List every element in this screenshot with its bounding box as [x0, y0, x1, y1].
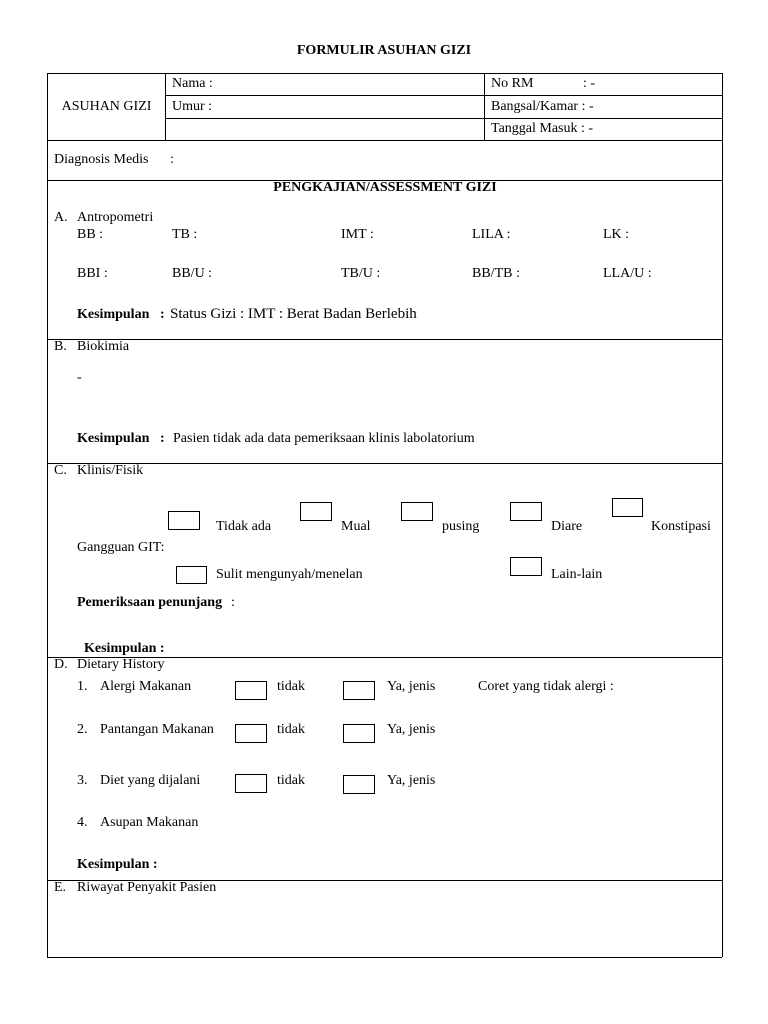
diet-tidak-label: tidak	[277, 773, 305, 788]
asuhan-gizi-label: ASUHAN GIZI	[61, 99, 152, 114]
checkbox-sulit-mengunyah[interactable]	[176, 566, 207, 584]
checkbox-mual[interactable]	[300, 502, 332, 521]
section-a-title: Antropometri	[77, 210, 154, 225]
section-b-kesimpulan-text: Pasien tidak ada data pemeriksaan klinis labolatorium	[173, 431, 475, 446]
section-b-letter: B.	[54, 339, 67, 354]
tb-field[interactable]: TB :	[172, 227, 198, 242]
option-pusing: pusing	[442, 519, 480, 534]
pemeriksaan-penunjang-label: Pemeriksaan penunjang	[77, 595, 223, 610]
table-border-top	[47, 73, 722, 74]
asupan-makanan-label: Asupan Makanan	[100, 815, 199, 830]
form-title: FORMULIR ASUHAN GIZI	[296, 43, 472, 58]
bb-tb-field[interactable]: BB/TB :	[472, 266, 520, 281]
header-divider-2	[484, 73, 485, 140]
section-c-kesimpulan-label: Kesimpulan :	[84, 641, 165, 656]
section-a-letter: A.	[54, 210, 68, 225]
item-4-num: 4.	[77, 815, 88, 830]
no-rm-value[interactable]: : -	[583, 76, 596, 91]
checkbox-diet-tidak[interactable]	[235, 774, 267, 793]
table-border-bottom	[47, 957, 722, 958]
imt-field[interactable]: IMT :	[341, 227, 374, 242]
option-tidak-ada: Tidak ada	[216, 519, 272, 534]
header-row-line-2	[165, 118, 722, 119]
checkbox-diare[interactable]	[510, 502, 542, 521]
section-a-kesimpulan-label: Kesimpulan	[77, 307, 150, 322]
nama-field[interactable]: Nama :	[172, 76, 213, 91]
checkbox-pantangan-ya[interactable]	[343, 724, 375, 743]
checkbox-lain-lain[interactable]	[510, 557, 542, 576]
alergi-makanan-label: Alergi Makanan	[100, 679, 192, 694]
pantangan-ya-label: Ya, jenis	[387, 722, 436, 737]
checkbox-pusing[interactable]	[401, 502, 433, 521]
header-row-line-1	[165, 95, 722, 96]
bb-u-field[interactable]: BB/U :	[172, 266, 213, 281]
pantangan-tidak-label: tidak	[277, 722, 305, 737]
section-d-kesimpulan-label: Kesimpulan :	[77, 857, 158, 872]
no-rm-label: No RM	[491, 76, 534, 91]
checkbox-diet-ya[interactable]	[343, 775, 375, 794]
lila-field[interactable]: LILA :	[472, 227, 511, 242]
lk-field[interactable]: LK :	[603, 227, 630, 242]
separator-section-c	[47, 463, 722, 464]
header-divider-1	[165, 73, 166, 140]
table-border-left	[47, 73, 48, 957]
pantangan-makanan-label: Pantangan Makanan	[100, 722, 214, 737]
separator-diagnosis-top	[47, 140, 722, 141]
pemeriksaan-penunjang-value[interactable]: :	[231, 595, 235, 610]
alergi-ya-label: Ya, jenis	[387, 679, 436, 694]
option-diare: Diare	[551, 519, 583, 534]
umur-field[interactable]: Umur :	[172, 99, 213, 114]
tanggal-masuk-field[interactable]: Tanggal Masuk : -	[491, 121, 594, 136]
option-lain-lain: Lain-lain	[551, 567, 603, 582]
option-sulit-mengunyah: Sulit mengunyah/menelan	[216, 567, 363, 582]
table-border-right	[722, 73, 723, 957]
section-b-kesimpulan-label: Kesimpulan	[77, 431, 150, 446]
checkbox-pantangan-tidak[interactable]	[235, 724, 267, 743]
assessment-title: PENGKAJIAN/ASSESSMENT GIZI	[273, 180, 497, 195]
bb-field[interactable]: BB :	[77, 227, 104, 242]
section-a-kesimpulan-text: Status Gizi : IMT : Berat Badan Berlebih	[170, 306, 417, 322]
section-e-title: Riwayat Penyakit Pasien	[77, 880, 217, 895]
bangsal-field[interactable]: Bangsal/Kamar : -	[491, 99, 594, 114]
section-c-title: Klinis/Fisik	[77, 463, 144, 478]
section-c-letter: C.	[54, 463, 67, 478]
section-d-letter: D.	[54, 657, 68, 672]
option-mual: Mual	[341, 519, 371, 534]
diagnosis-value[interactable]: :	[170, 152, 174, 167]
lla-u-field[interactable]: LLA/U :	[603, 266, 652, 281]
alergi-note: Coret yang tidak alergi :	[478, 679, 614, 694]
diet-dijalani-label: Diet yang dijalani	[100, 773, 201, 788]
section-e-letter: E.	[54, 880, 67, 895]
diet-ya-label: Ya, jenis	[387, 773, 436, 788]
section-d-title: Dietary History	[77, 657, 165, 672]
checkbox-alergi-tidak[interactable]	[235, 681, 267, 700]
checkbox-konstipasi[interactable]	[612, 498, 643, 517]
diagnosis-label: Diagnosis Medis	[54, 152, 149, 167]
option-konstipasi: Konstipasi	[651, 519, 711, 534]
checkbox-alergi-ya[interactable]	[343, 681, 375, 700]
tb-u-field[interactable]: TB/U :	[341, 266, 381, 281]
checkbox-tidak-ada[interactable]	[168, 511, 200, 530]
separator-section-b	[47, 339, 722, 340]
section-a-kesimpulan-colon: :	[160, 307, 165, 322]
gangguan-git-label: Gangguan GIT:	[77, 540, 165, 555]
section-b-title: Biokimia	[77, 339, 130, 354]
section-b-kesimpulan-colon: :	[160, 431, 165, 446]
biokimia-value: -	[77, 370, 82, 385]
item-3-num: 3.	[77, 773, 88, 788]
bbi-field[interactable]: BBI :	[77, 266, 108, 281]
alergi-tidak-label: tidak	[277, 679, 305, 694]
item-2-num: 2.	[77, 722, 88, 737]
item-1-num: 1.	[77, 679, 88, 694]
